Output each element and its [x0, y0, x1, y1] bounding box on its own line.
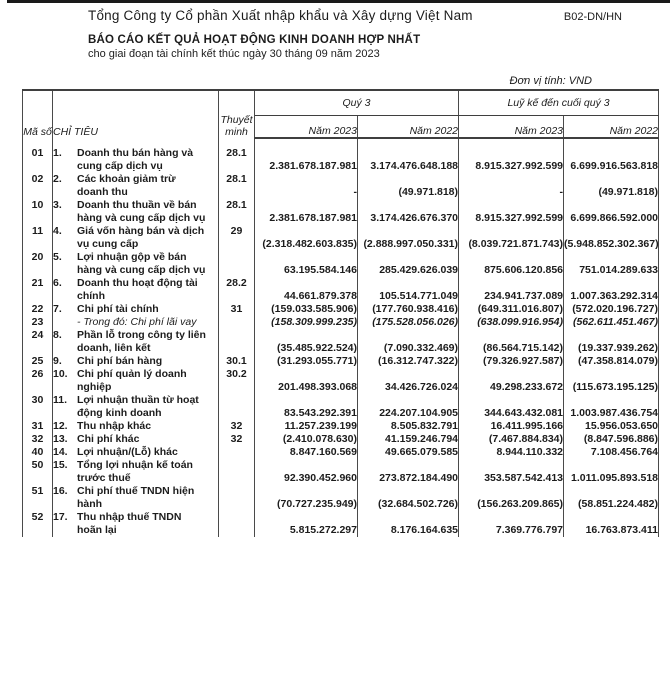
row-label: Giá vốn hàng bán và dịch vụ cung cấp [77, 225, 205, 250]
row-value-cell: 2.381.678.187.981 [255, 138, 358, 173]
row-subvalue: (562.611.451.467) [572, 316, 659, 328]
table-row [23, 420, 659, 433]
row-code-cell: 21 [23, 277, 53, 303]
row-subvalue: (175.528.056.026) [372, 316, 459, 328]
row-label-cell [53, 459, 219, 485]
row-value-cell: (7.467.884.834) [459, 433, 564, 446]
row-subvalue: (638.099.916.954) [477, 316, 564, 328]
header-indicator: CHỈ TIÊU [53, 90, 219, 138]
row-value-cell: (70.727.235.949) [255, 485, 358, 511]
row-number: 14. [53, 446, 68, 458]
table-row [23, 138, 659, 173]
row-label: Chi phí thuế TNDN hiện hành [77, 485, 195, 510]
row-note-cell [219, 446, 255, 459]
row-number: 7. [53, 303, 62, 315]
row-code-cell: 02 [23, 173, 53, 199]
row-number: 1. [53, 147, 62, 159]
row-number: 2. [53, 173, 62, 185]
row-value-cell: 8.176.164.635 [358, 511, 459, 537]
row-value-cell: 7.369.776.797 [459, 511, 564, 537]
row-label: Chi phí khác [77, 433, 140, 445]
row-note-cell: 30.1 [219, 355, 255, 368]
row-subvalue: (158.309.999.235) [271, 316, 357, 328]
row-number: 15. [53, 459, 68, 471]
row-code-cell: 01 [23, 138, 53, 173]
table-row [23, 329, 659, 355]
company-name: Tổng Công ty Cổ phần Xuất nhập khẩu và Xây dựng Việt Nam [88, 8, 473, 23]
row-value-cell: (49.971.818) [564, 173, 659, 199]
row-label-cell [53, 277, 219, 303]
row-code-cell: 20 [23, 251, 53, 277]
row-label-cell [53, 173, 219, 199]
row-value-cell: 63.195.584.146 [255, 251, 358, 277]
row-value-cell: (115.673.195.125) [564, 368, 659, 394]
row-label-cell [53, 355, 219, 368]
row-note-cell: 28.1 [219, 173, 255, 199]
row-value-cell: (5.948.852.302.367) [564, 225, 659, 251]
report-title: BÁO CÁO KẾT QUẢ HOẠT ĐỘNG KINH DOANH HỢP NHẤT [88, 34, 421, 46]
row-code-cell: 24 [23, 329, 53, 355]
report-period: cho giai đoạn tài chính kết thúc ngày 30 tháng 09 năm 2023 [88, 48, 380, 60]
row-value-cell: 751.014.289.633 [564, 251, 659, 277]
row-sublabel: - Trong đó: Chi phí lãi vay [77, 316, 197, 328]
row-code-cell: 10 [23, 199, 53, 225]
row-label: Chi phí tài chính - Trong đó: Chi phí lãi vay [77, 303, 197, 328]
header-note: Thuyết minh [219, 90, 255, 138]
row-label: Các khoản giảm trừ doanh thu [77, 173, 176, 198]
row-label: Thu nhập khác [77, 420, 152, 432]
table-row [23, 277, 659, 303]
row-label-cell [53, 420, 219, 433]
table-row [23, 485, 659, 511]
row-label: Phần lỗ trong công ty liên doanh, liên kết [77, 329, 206, 354]
row-value-cell: (31.293.055.771) [255, 355, 358, 368]
row-note-cell: 28.2 [219, 277, 255, 303]
row-number: 9. [53, 355, 62, 367]
header-cumulative-group: Luỹ kế đến cuối quý 3 [459, 90, 659, 116]
header-lk-2022: Năm 2022 [564, 116, 659, 139]
row-label-cell [53, 433, 219, 446]
row-value-cell: (572.020.196.727) (562.611.451.467) [564, 303, 659, 329]
row-value-cell: (156.263.209.865) [459, 485, 564, 511]
row-value-cell: 8.915.327.992.599 [459, 138, 564, 173]
row-value-cell: (35.485.922.524) [255, 329, 358, 355]
row-value-cell: 201.498.393.068 [255, 368, 358, 394]
row-number: 3. [53, 199, 62, 211]
row-note-cell: 28.1 [219, 199, 255, 225]
row-note-cell: 32 [219, 420, 255, 433]
row-note-cell [219, 251, 255, 277]
row-code-cell: 32 [23, 433, 53, 446]
row-value-cell: 1.007.363.292.314 [564, 277, 659, 303]
row-note-cell [219, 459, 255, 485]
row-number: 16. [53, 485, 68, 497]
row-label: Lợi nhuận gộp về bán hàng và cung cấp dịch vụ [77, 251, 206, 276]
table-row [23, 199, 659, 225]
row-code-cell: 11 [23, 225, 53, 251]
row-number: 8. [53, 329, 62, 341]
table-row [23, 355, 659, 368]
row-value-cell: (177.760.938.416) (175.528.056.026) [358, 303, 459, 329]
row-value-cell: 11.257.239.199 [255, 420, 358, 433]
row-label: Chi phí quản lý doanh nghiệp [77, 368, 187, 393]
row-value-cell: (86.564.715.142) [459, 329, 564, 355]
row-value-cell: - [255, 173, 358, 199]
row-label-cell [53, 303, 219, 329]
row-number: 4. [53, 225, 62, 237]
row-label: Thu nhập thuế TNDN hoãn lại [77, 511, 182, 536]
company-row [88, 8, 670, 23]
row-value-cell: 105.514.771.049 [358, 277, 459, 303]
row-value-cell: 353.587.542.413 [459, 459, 564, 485]
row-value-cell: 15.956.053.650 [564, 420, 659, 433]
row-note-cell: 30.2 [219, 368, 255, 394]
row-label-cell [53, 511, 219, 537]
row-value-cell: 5.815.272.297 [255, 511, 358, 537]
row-value-cell: (2.410.078.630) [255, 433, 358, 446]
row-label: Lợi nhuận thuần từ hoạt động kinh doanh [77, 394, 199, 419]
row-value-cell: (79.326.927.587) [459, 355, 564, 368]
row-number: 6. [53, 277, 62, 289]
row-value-cell: 344.643.432.081 [459, 394, 564, 420]
row-code-cell: 30 [23, 394, 53, 420]
row-value-cell: 8.944.110.332 [459, 446, 564, 459]
row-label: Lợi nhuận/(Lỗ) khác [77, 446, 178, 458]
table-row [23, 511, 659, 537]
row-code-cell: 52 [23, 511, 53, 537]
row-value-cell: (159.033.585.906) (158.309.999.235) [255, 303, 358, 329]
row-value-cell: 16.411.995.166 [459, 420, 564, 433]
row-value-cell: 8.915.327.992.599 [459, 199, 564, 225]
table-row [23, 459, 659, 485]
row-value-cell: 34.426.726.024 [358, 368, 459, 394]
row-value-cell: 16.763.873.411 [564, 511, 659, 537]
row-label: Doanh thu hoạt động tài chính [77, 277, 198, 302]
row-note-cell [219, 511, 255, 537]
row-value-cell: 875.606.120.856 [459, 251, 564, 277]
row-value-cell: 49.665.079.585 [358, 446, 459, 459]
header-q3-2022: Năm 2022 [358, 116, 459, 139]
unit-note: Đơn vị tính: VND [509, 75, 592, 87]
row-value-cell: 273.872.184.490 [358, 459, 459, 485]
row-code-cell: 50 [23, 459, 53, 485]
table-header [23, 90, 659, 138]
income-statement-table [22, 89, 659, 537]
row-value-cell: 92.390.452.960 [255, 459, 358, 485]
row-value-cell: 44.661.879.378 [255, 277, 358, 303]
table-row [23, 368, 659, 394]
row-label: Doanh thu thuần về bán hàng và cung cấp dịch vụ [77, 199, 206, 224]
row-number: 5. [53, 251, 62, 263]
row-value-cell: - [459, 173, 564, 199]
header-q3-2023: Năm 2023 [255, 116, 358, 139]
table-row [23, 433, 659, 446]
header-quarter-group: Quý 3 [255, 90, 459, 116]
row-label-cell [53, 368, 219, 394]
row-code-cell: 22 23 [23, 303, 53, 329]
row-value-cell: 3.174.426.676.370 [358, 199, 459, 225]
row-label: Tổng lợi nhuận kế toán trước thuế [77, 459, 193, 484]
table-row [23, 446, 659, 459]
table-row [23, 173, 659, 199]
row-value-cell: 6.699.916.563.818 [564, 138, 659, 173]
row-value-cell: 2.381.678.187.981 [255, 199, 358, 225]
row-value-cell: 1.011.095.893.518 [564, 459, 659, 485]
row-value-cell: 3.174.476.648.188 [358, 138, 459, 173]
row-value-cell: (7.090.332.469) [358, 329, 459, 355]
row-note-cell [219, 394, 255, 420]
row-value-cell: 6.699.866.592.000 [564, 199, 659, 225]
table-row [23, 394, 659, 420]
row-number: 12. [53, 420, 68, 432]
row-value-cell: (49.971.818) [358, 173, 459, 199]
table-row [23, 225, 659, 251]
row-value-cell: (2.888.997.050.331) [358, 225, 459, 251]
row-value-cell: 83.543.292.391 [255, 394, 358, 420]
row-note-cell: 28.1 [219, 138, 255, 173]
row-value-cell: (19.337.939.262) [564, 329, 659, 355]
row-number: 10. [53, 368, 68, 380]
row-value-cell: 49.298.233.672 [459, 368, 564, 394]
row-note-cell: 32 [219, 433, 255, 446]
row-value-cell: 234.941.737.089 [459, 277, 564, 303]
row-value-cell: 8.505.832.791 [358, 420, 459, 433]
row-value-cell: 285.429.626.039 [358, 251, 459, 277]
row-value-cell: (16.312.747.322) [358, 355, 459, 368]
row-value-cell: (649.311.016.807) (638.099.916.954) [459, 303, 564, 329]
row-value-cell: (8.039.721.871.743) [459, 225, 564, 251]
row-value-cell: 7.108.456.764 [564, 446, 659, 459]
row-label: Doanh thu bán hàng và cung cấp dịch vụ [77, 147, 194, 172]
row-code-cell: 51 [23, 485, 53, 511]
form-code: B02-DN/HN [563, 11, 622, 23]
row-code-cell: 25 [23, 355, 53, 368]
document-header [0, 0, 670, 60]
row-note-cell [219, 485, 255, 511]
row-label-cell [53, 225, 219, 251]
row-value-cell: (47.358.814.079) [564, 355, 659, 368]
row-label: Chi phí bán hàng [77, 355, 163, 367]
row-label-cell [53, 394, 219, 420]
row-label-cell [53, 329, 219, 355]
row-code-cell: 26 [23, 368, 53, 394]
row-value-cell: (58.851.224.482) [564, 485, 659, 511]
row-note-cell: 31 [219, 303, 255, 329]
header-code: Mã số [23, 90, 53, 138]
scan-edge-line [7, 0, 670, 3]
row-label-cell [53, 251, 219, 277]
row-label-cell [53, 446, 219, 459]
report-table-body [23, 138, 659, 537]
row-number: 17. [53, 511, 68, 523]
row-code-cell: 31 [23, 420, 53, 433]
row-value-cell: 224.207.104.905 [358, 394, 459, 420]
row-label-cell [53, 485, 219, 511]
row-number: 13. [53, 433, 68, 445]
row-value-cell: (2.318.482.603.835) [255, 225, 358, 251]
row-value-cell: (32.684.502.726) [358, 485, 459, 511]
row-number: 11. [53, 394, 68, 406]
row-label-cell [53, 199, 219, 225]
row-label-cell [53, 138, 219, 173]
row-note-cell: 29 [219, 225, 255, 251]
table-row [23, 251, 659, 277]
row-code-cell: 40 [23, 446, 53, 459]
table-row [23, 303, 659, 329]
row-value-cell: (8.847.596.886) [564, 433, 659, 446]
row-value-cell: 8.847.160.569 [255, 446, 358, 459]
header-lk-2023: Năm 2023 [459, 116, 564, 139]
row-value-cell: 41.159.246.794 [358, 433, 459, 446]
row-value-cell: 1.003.987.436.754 [564, 394, 659, 420]
row-note-cell [219, 329, 255, 355]
